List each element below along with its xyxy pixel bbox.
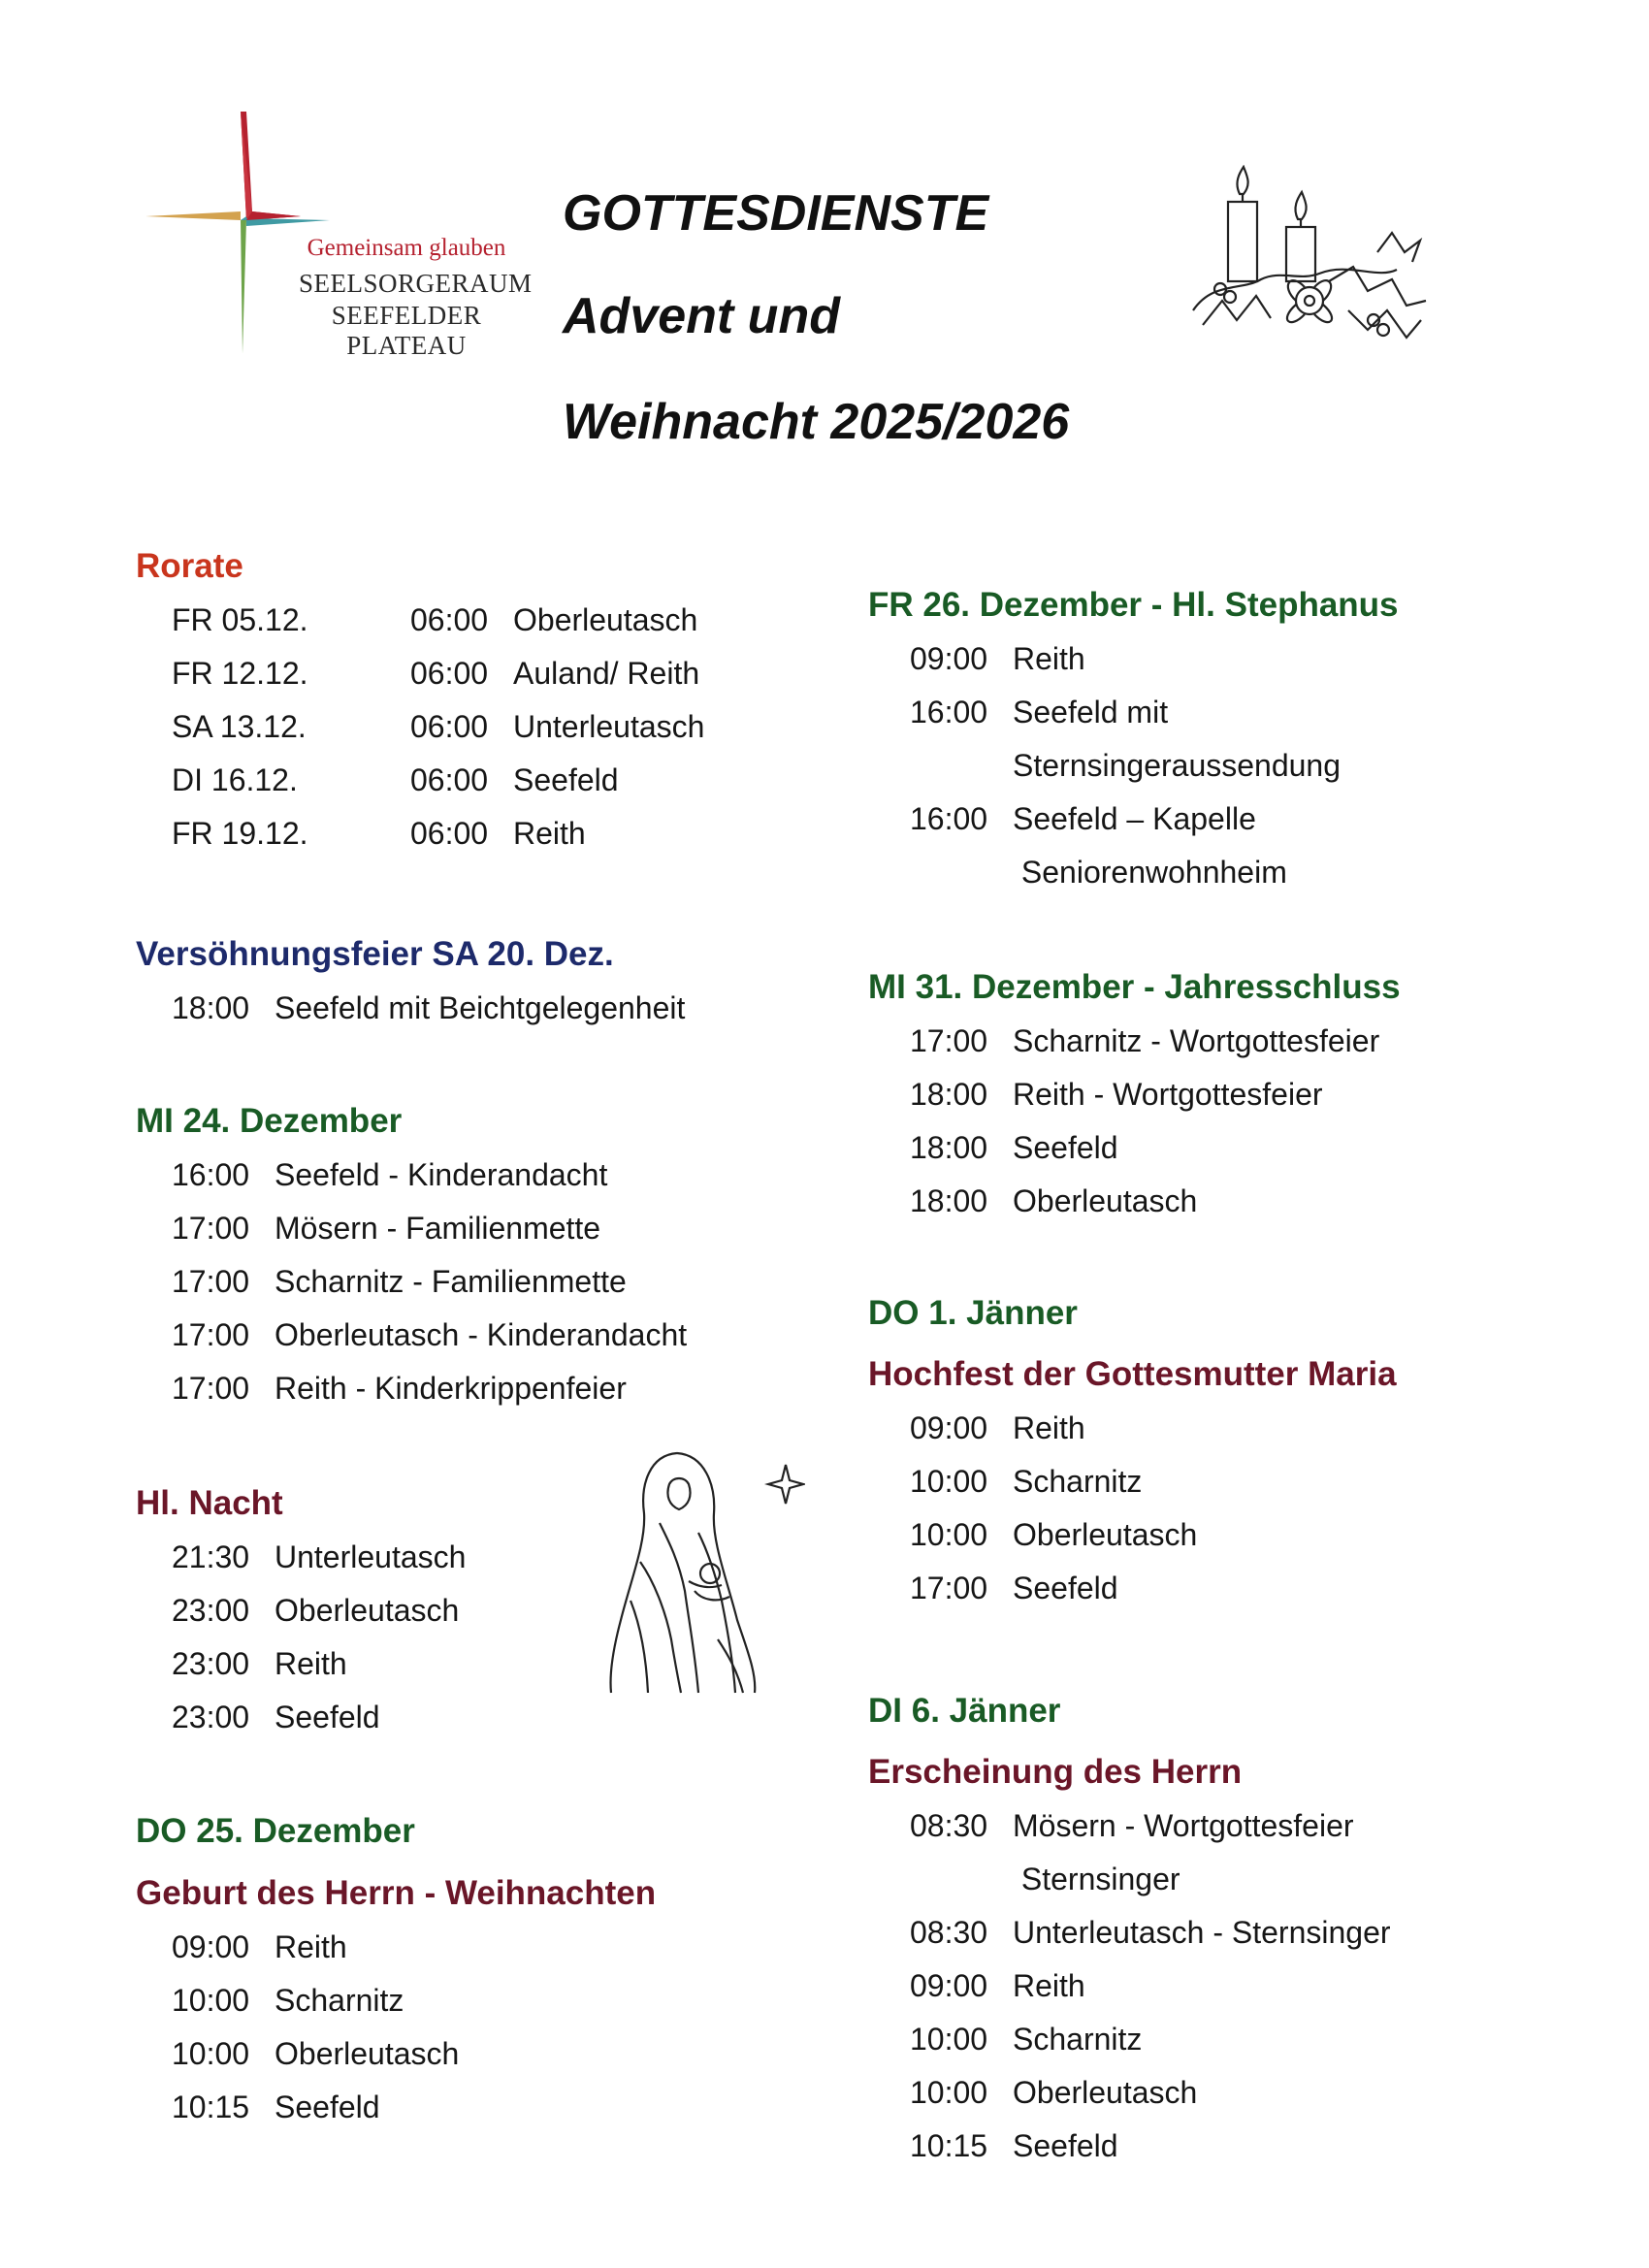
list-item <box>910 1508 1397 1562</box>
time: 09:00 <box>910 641 988 676</box>
jan6-list <box>868 1799 1391 2173</box>
list-item <box>172 1255 687 1309</box>
dec31-heading: MI 31. Dezember - Jahresschluss <box>868 968 1401 1006</box>
place: Oberleutasch <box>513 602 698 637</box>
list-item <box>910 1402 1397 1455</box>
place: Sternsinger <box>1013 1862 1180 1896</box>
advent-candles-illustration <box>1183 165 1436 364</box>
place: Unterleutasch <box>513 709 705 744</box>
list-item-continuation <box>910 846 1399 899</box>
time: 23:00 <box>172 1646 250 1681</box>
place: Scharnitz - Wortgottesfeier <box>1013 1023 1380 1058</box>
jan6-section <box>868 1684 1391 2173</box>
list-item <box>910 1562 1397 1615</box>
place: Reith <box>275 1929 347 1964</box>
time: 16:00 <box>910 695 988 729</box>
time: 17:00 <box>910 1571 988 1605</box>
versoehnung-heading: Versöhnungsfeier SA 20. Dez. <box>136 935 614 973</box>
dec25-subheading: Geburt des Herrn - Weihnachten <box>136 1874 657 1912</box>
holy-night-list <box>136 1531 466 1744</box>
list-item <box>172 1309 687 1362</box>
place: Unterleutasch <box>275 1539 467 1574</box>
place: Reith - Wortgottesfeier <box>1013 1077 1323 1112</box>
date: SA 13.12. <box>172 709 307 744</box>
page-title-line1: GOTTESDIENSTE <box>563 185 989 242</box>
time: 06:00 <box>410 816 489 851</box>
time: 17:00 <box>910 1023 988 1058</box>
list-item <box>910 632 1399 686</box>
madonna-child-icon <box>601 1445 805 1698</box>
time: 18:00 <box>172 990 250 1025</box>
dec24-heading: MI 24. Dezember <box>136 1102 403 1140</box>
list-item <box>910 2120 1391 2173</box>
rorate-list <box>136 594 704 860</box>
rorate-section <box>136 539 704 860</box>
place: Seefeld - Kinderandacht <box>275 1157 608 1192</box>
time: 09:00 <box>910 1410 988 1445</box>
list-item <box>910 1175 1401 1228</box>
time: 18:00 <box>910 1183 988 1218</box>
dec24-section <box>136 1094 687 1415</box>
page-title-line2: Advent und <box>563 288 840 344</box>
time: 10:15 <box>910 2128 988 2163</box>
place: Oberleutasch - Kinderandacht <box>275 1317 688 1352</box>
time: 17:00 <box>172 1211 250 1246</box>
dec25-section <box>136 1804 656 2134</box>
versoehnung-list <box>136 982 685 1035</box>
dec24-list <box>136 1149 687 1415</box>
time: 08:30 <box>910 1915 988 1950</box>
time: 17:00 <box>172 1371 250 1406</box>
list-item <box>172 1531 466 1584</box>
place: Reith <box>275 1646 347 1681</box>
place: Seefeld <box>1013 1130 1118 1165</box>
dec25-heading: DO 25. Dezember <box>136 1812 415 1850</box>
time: 10:00 <box>910 2075 988 2110</box>
holy-night-section <box>136 1476 466 1744</box>
jan6-subheading: Erscheinung des Herrn <box>868 1753 1243 1791</box>
list-item <box>172 1691 466 1744</box>
dec31-section <box>868 960 1401 1228</box>
list-item <box>910 1121 1401 1175</box>
time: 06:00 <box>410 602 489 637</box>
place: Seefeld mit <box>1013 695 1169 729</box>
list-item-continuation <box>910 1853 1391 1906</box>
list-item <box>910 1068 1401 1121</box>
place: Oberleutasch <box>275 2036 460 2071</box>
list-item <box>172 1974 656 2027</box>
place: Seefeld <box>275 1700 380 1734</box>
list-item <box>172 982 685 1035</box>
list-item <box>172 754 704 807</box>
date: FR 12.12. <box>172 656 308 691</box>
page-title-line3: Weihnacht 2025/2026 <box>563 394 1070 450</box>
place: Seniorenwohnheim <box>1013 855 1287 890</box>
list-item <box>172 700 704 754</box>
logo-name-line1: SEELSORGERAUM <box>299 269 533 298</box>
dec26-list <box>868 632 1399 899</box>
time: 18:00 <box>910 1130 988 1165</box>
dec26-heading: FR 26. Dezember - Hl. Stephanus <box>868 586 1399 624</box>
place: Reith - Kinderkrippenfeier <box>275 1371 627 1406</box>
place: Mösern - Familienmette <box>275 1211 601 1246</box>
list-item <box>910 2066 1391 2120</box>
list-item <box>910 793 1399 846</box>
list-item <box>910 1906 1391 1960</box>
jan6-heading: DI 6. Jänner <box>868 1692 1061 1730</box>
list-item <box>172 1362 687 1415</box>
list-item <box>910 1799 1391 1853</box>
list-item <box>172 2027 656 2081</box>
holy-night-heading: Hl. Nacht <box>136 1484 283 1522</box>
list-item <box>910 1960 1391 2013</box>
time: 09:00 <box>172 1929 250 1964</box>
rorate-heading: Rorate <box>136 547 243 585</box>
time: 23:00 <box>172 1700 250 1734</box>
list-item <box>172 1637 466 1691</box>
time: 17:00 <box>172 1264 250 1299</box>
date: FR 05.12. <box>172 602 308 637</box>
list-item <box>172 1149 687 1202</box>
place: Oberleutasch <box>1013 1517 1198 1552</box>
time: 10:00 <box>910 1464 988 1499</box>
list-item <box>910 686 1399 739</box>
place: Oberleutasch <box>275 1593 460 1628</box>
list-item <box>910 1455 1397 1508</box>
place: Seefeld – Kapelle <box>1013 801 1256 836</box>
time: 10:00 <box>910 1517 988 1552</box>
place: Reith <box>1013 1968 1085 2003</box>
place: Unterleutasch - Sternsinger <box>1013 1915 1391 1950</box>
dec26-section <box>868 578 1399 899</box>
place: Seefeld <box>513 762 619 797</box>
place: Seefeld <box>1013 2128 1118 2163</box>
jan1-section <box>868 1286 1397 1615</box>
place: Seefeld mit Beichtgelegenheit <box>275 990 686 1025</box>
seelsorgeraum-logo <box>146 112 533 360</box>
time: 10:00 <box>172 1983 250 2018</box>
place: Scharnitz <box>1013 1464 1143 1499</box>
logo-name-line2: SEEFELDER PLATEAU <box>331 301 482 360</box>
place: Scharnitz <box>1013 2022 1143 2057</box>
place: Seefeld <box>1013 1571 1118 1605</box>
list-item <box>910 2013 1391 2066</box>
dec31-list <box>868 1015 1401 1228</box>
list-item <box>172 1921 656 1974</box>
place: Reith <box>513 816 586 851</box>
list-item <box>172 2081 656 2134</box>
list-item <box>172 1584 466 1637</box>
list-item <box>172 807 704 860</box>
candles-icon <box>1183 165 1436 359</box>
time: 21:30 <box>172 1539 250 1574</box>
time: 18:00 <box>910 1077 988 1112</box>
date: FR 19.12. <box>172 816 308 851</box>
list-item <box>172 1202 687 1255</box>
time: 23:00 <box>172 1593 250 1628</box>
place: Reith <box>1013 641 1085 676</box>
time: 10:15 <box>172 2090 250 2124</box>
time: 06:00 <box>410 656 489 691</box>
time: 16:00 <box>172 1157 250 1192</box>
time: 10:00 <box>172 2036 250 2071</box>
place: Mösern - Wortgottesfeier <box>1013 1808 1354 1843</box>
dec25-list <box>136 1921 656 2134</box>
place: Sternsingeraussendung <box>1013 748 1342 783</box>
jan1-list <box>868 1402 1397 1615</box>
logo-tagline: Gemeinsam glauben <box>307 235 506 261</box>
list-item-continuation <box>910 739 1399 793</box>
nativity-illustration <box>601 1445 805 1702</box>
list-item <box>172 594 704 647</box>
time: 17:00 <box>172 1317 250 1352</box>
time: 06:00 <box>410 762 489 797</box>
time: 06:00 <box>410 709 489 744</box>
place: Oberleutasch <box>1013 2075 1198 2110</box>
place: Scharnitz - Familienmette <box>275 1264 627 1299</box>
place: Oberleutasch <box>1013 1183 1198 1218</box>
time: 10:00 <box>910 2022 988 2057</box>
place: Auland/ Reith <box>513 656 700 691</box>
time: 16:00 <box>910 801 988 836</box>
place: Scharnitz <box>275 1983 404 2018</box>
time: 08:30 <box>910 1808 988 1843</box>
jan1-heading: DO 1. Jänner <box>868 1294 1078 1332</box>
place: Seefeld <box>275 2090 380 2124</box>
place: Reith <box>1013 1410 1085 1445</box>
versoehnung-section <box>136 927 685 1035</box>
date: DI 16.12. <box>172 762 298 797</box>
jan1-subheading: Hochfest der Gottesmutter Maria <box>868 1355 1397 1393</box>
list-item <box>172 647 704 700</box>
list-item <box>910 1015 1401 1068</box>
time: 09:00 <box>910 1968 988 2003</box>
